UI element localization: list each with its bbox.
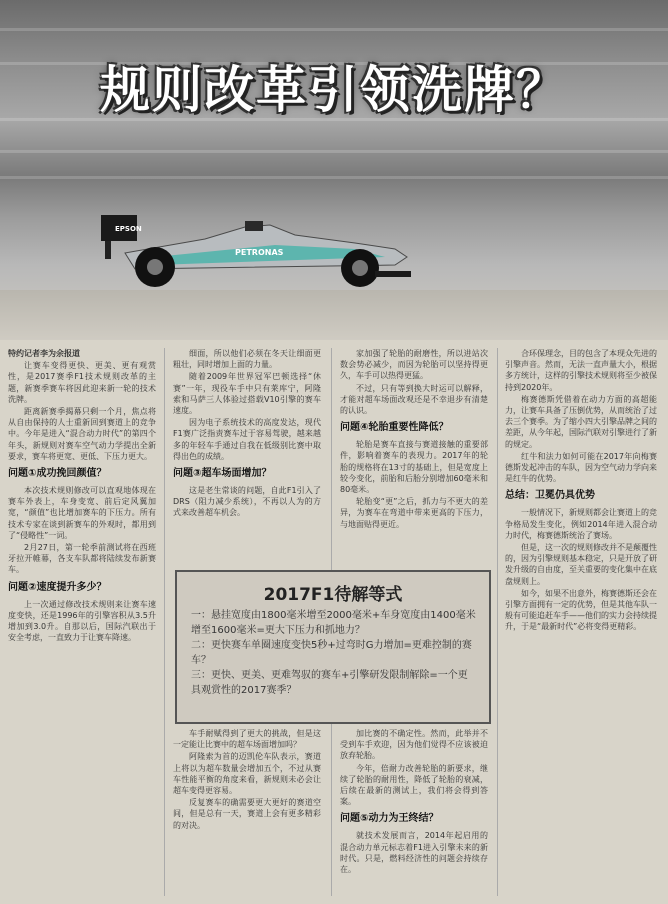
race-car-image xyxy=(95,205,415,295)
article-column-4 xyxy=(505,348,657,896)
section-heading: 问题②速度提升多少？ xyxy=(8,581,107,593)
paragraph: 这是老生常谈的问题，自此F1引入了DRS（阻力减少系统），不再以人为的方式来改善超车机会。 xyxy=(173,486,321,518)
paragraph: 车手耐赋得到了更大的挑战，但是这一定能让比赛中的超车场面增加吗？ xyxy=(173,729,321,750)
section-heading: 问题⑤动力为王终结？ xyxy=(340,813,439,825)
article-column-3-lower xyxy=(340,728,488,896)
paragraph: 随着2009年世界冠军巴顿选择“休赛”一年，现役车手中只有莱库宁，阿隆索和马萨三人体验过搭载V10引擎的赛车速度。 xyxy=(173,372,321,416)
highlight-item: 二：更快赛车单圈速度变快5秒+过弯时G力增加=更难控制的赛车？ xyxy=(191,640,472,666)
paragraph: 今年，倍耐力改善轮胎的新要求，继续了轮胎的耐用性，降低了轮胎的衰减，后续在最新的测试上，我们将会得到答案。 xyxy=(340,763,488,807)
article-column-3 xyxy=(340,348,488,568)
paragraph: 加比赛的不确定性。然而，此举并不受到车手欢迎，因为他们觉得不应该被迫放弃轮胎。 xyxy=(340,729,488,761)
paragraph: 不过，只有等到换大时运可以解释，才能对超车场面改观还是不幸退步有清楚的认识。 xyxy=(340,383,488,416)
section-heading: 问题④轮胎重要性降低？ xyxy=(340,422,449,434)
highlight-list xyxy=(191,608,477,698)
paragraph: 上一次通过修改技术规则来让赛车速度变快，还是1996年的引擎容积从3.5升增加到3.0升。自那以后，国际汽联出于安全考虑，一直致力于让赛车降速。 xyxy=(8,599,156,643)
paragraph: 反复赛车的确需要更大更好的赛道空间，但是总有一天，赛道上会有更多精彩的对决。 xyxy=(173,798,321,830)
hero-photo xyxy=(0,0,668,340)
paragraph: 一般情况下，新规则都会让赛道上的竞争格局发生变化，例如2014年进入混合动力时代，梅赛德斯统治了赛场。 xyxy=(505,508,657,540)
highlight-title: 2017F1待解等式 xyxy=(263,585,403,605)
paragraph: 梅赛德斯凭借着在动力方面的高超能力，让赛车具备了压倒优势，从而统治了过去三个赛季。为了缩小四大引擎品牌之间的差距，从今年起，国际汽联对引擎进行了新的规定。 xyxy=(505,394,657,449)
paragraph: 距离新赛季揭幕只剩一个月，焦点将从自由保持的人士重新回到赛道上的竞争中。今年是进入“混合动力时代”的第四个年头，新规则对赛车空气动力学提出全新要求，赛车将更宽、更低、下压力更大。 xyxy=(8,407,156,461)
article-column-2 xyxy=(173,348,321,568)
race-track xyxy=(0,290,668,340)
paragraph: 因为电子系统技术的高度发达，现代F1赛广泛指责赛车过于容易驾驶，越来越多的年轻车手通过自我在低级别比赛中取得出色的成绩。 xyxy=(173,418,321,461)
paragraph: 让赛车变得更快、更美、更有观赏性，是2017赛季F1技术规则改革的主题，新赛季赛车将因此迎来新一轮的技术洗牌。 xyxy=(8,361,156,404)
byline: 特约记者李为余报道 xyxy=(8,349,80,358)
paragraph: 家加强了轮胎的耐磨性，所以进站次数会势必减少，而因为轮胎可以坚持得更久，车手可以热得更猛。 xyxy=(340,349,488,381)
article-column-2-lower xyxy=(173,728,321,896)
paragraph: 但是，这一次的规则修改并不是颠覆性的，因为引擎规则基本稳定，只是开放了研发升级的自由度，至关重要的变化集中在底盘规则上。 xyxy=(505,543,657,586)
paragraph: 如今，如果不出意外，梅赛德斯还会在引擎方面拥有一定的优势，但是其他车队一般有可能追赶车手——他们的实力会持续提升，于是“最新时代”必将变得更精彩。 xyxy=(505,588,657,632)
paragraph: 轮胎是赛车直接与赛道接触的重要部件，影响着赛车的表现力。2017年的轮胎的规格将在13寸的基础上，但是宽度上较今变化，前胎和后胎分别增加60毫米和80毫米。 xyxy=(340,440,488,495)
car-sponsor-text: EPSON xyxy=(115,225,142,233)
highlight-box xyxy=(175,570,491,724)
paragraph: 细面，所以他们必须在冬天让细面更粗壮，同时增加上面的力量。 xyxy=(173,349,321,370)
paragraph: 合环保理念，目的包含了本现众先进的引擎声音。然而，无法一直声量大小，根据多方统计，这样的引擎技术规则将至少被保持到2020年。 xyxy=(505,349,657,392)
paragraph: 阿隆索为首的迈凯伦车队表示，赛道上将以为超车数量会增加五个，不过从赛车性能平衡的角度来看，新规则未必会让超车变得更容易。 xyxy=(173,752,321,796)
paragraph: 2月27日，第一轮季前测试将在西班牙拉开帷幕，各支车队都将陆续发布新赛车。 xyxy=(8,543,156,575)
headline: 规则改革引领洗牌？ xyxy=(100,61,568,119)
paragraph: 就技术发展而言，2014年起启用的混合动力单元标志着F1进入引擎未来的新时代。只是，燃料经济性的问题会持续存在。 xyxy=(340,831,488,875)
section-heading: 问题③超车场面增加？ xyxy=(173,468,272,480)
section-heading: 问题①成功挽回颜值？ xyxy=(8,468,107,480)
paragraph: 轮胎变“更”之后，抓力与不更大的差异，为赛车在弯道中带来更高的下压力，与地面贴得更近。 xyxy=(340,497,488,529)
highlight-item: 三：更快、更美、更难驾驭的赛车+引擎研发限制解除=一个更具观赏性的2017赛季？ xyxy=(191,670,468,696)
article-column-1 xyxy=(8,348,156,896)
paragraph: 本次技术规则修改可以直观地体现在赛车外表上，车身变宽、前后定风翼加宽，“颜值”也比增加赛车的下压力。所有技术专家在谈到新赛车的外观时，都用到了“侵略性”一词。 xyxy=(8,486,156,540)
section-heading: 总结：卫冕仍具优势 xyxy=(505,490,595,502)
paragraph: 红牛和法力如何可能在2017年向梅赛德斯发起冲击的车队，因为空气动力学向来是红牛的优势。 xyxy=(505,451,657,484)
highlight-item: 一：悬挂宽度由1800毫米增至2000毫米+车身宽度由1400毫米增至1600毫米=更大下压力和抓地力？ xyxy=(191,610,476,636)
car-brand-text: PETRONAS xyxy=(235,248,284,257)
